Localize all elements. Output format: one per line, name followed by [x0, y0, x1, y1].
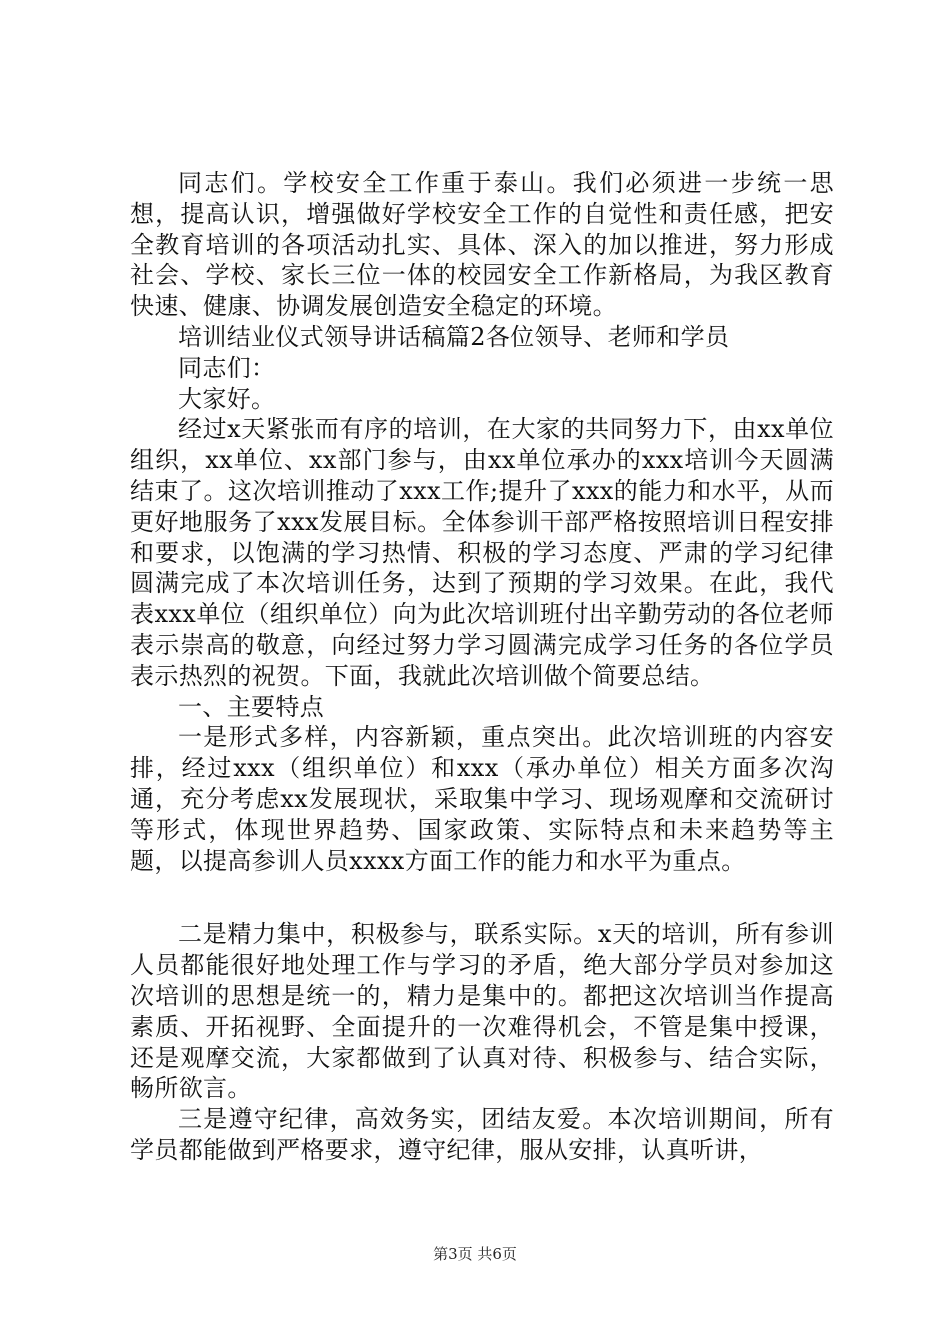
- paragraph-training-summary: 经过x天紧张而有序的培训，在大家的共同努力下，由xx单位组织，xx单位、xx部门参与，由xx单位承办的xxx培训今天圆满结束了。这次培训推动了xxx工作;提升了xxx的能力和水平，从而更好地服务了xxx发展目标。全体参训干部严格按照培训日程安排和要求，以饱满的学习热情、积极的学习态度、严肃的学习纪律圆满完成了本次培训任务，达到了预期的学习效果。在此，我代表xxx单位（组织单位）向为此次培训班付出辛勤劳动的各位老师表示崇高的敬意，向经过努力学习圆满完成学习任务的各位学员表示热烈的祝贺。下面，我就此次培训做个简要总结。: [130, 415, 834, 690]
- paragraph-speech-title: 培训结业仪式领导讲话稿篇2各位领导、老师和学员: [178, 322, 730, 351]
- paragraph-salutation: 同志们：: [178, 353, 276, 382]
- page-number-footer: 第3页 共6页: [433, 1245, 517, 1263]
- paragraph-feature-three: 三是遵守纪律，高效务实，团结友爱。本次培训期间，所有学员都能做到严格要求，遵守纪律，服从安排，认真听讲，: [130, 1105, 834, 1164]
- paragraph-school-safety: 同志们。学校安全工作重于泰山。我们必须进一步统一思想，提高认识，增强做好学校安全工作的自觉性和责任感，把安全教育培训的各项活动扎实、具体、深入的加以推进，努力形成社会、学校、家长三位一体的校园安全工作新格局，为我区教育快速、健康、协调发展创造安全稳定的环境。: [130, 169, 834, 321]
- paragraph-feature-two: 二是精力集中，积极参与，联系实际。x天的培训，所有参训人员都能很好地处理工作与学习的矛盾，绝大部分学员对参加这次培训的思想是统一的，精力是集中的。都把这次培训当作提高素质、开拓视野、全面提升的一次难得机会，不管是集中授课，还是观摩交流，大家都做到了认真对待、积极参与、结合实际，畅所欲言。: [130, 920, 834, 1103]
- document-body: [130, 168, 834, 1166]
- paragraph-feature-one: 一是形式多样，内容新颖，重点突出。此次培训班的内容安排，经过xxx（组织单位）和xxx（承办单位）相关方面多次沟通，充分考虑xx发展现状，采取集中学习、现场观摩和交流研讨等形式，体现世界趋势、国家政策、实际特点和未来趋势等主题，以提高参训人员xxxx方面工作的能力和水平为重点。: [130, 723, 834, 875]
- paragraph-greeting: 大家好。: [178, 384, 276, 413]
- section-heading-main-features: 一、主要特点: [178, 692, 325, 721]
